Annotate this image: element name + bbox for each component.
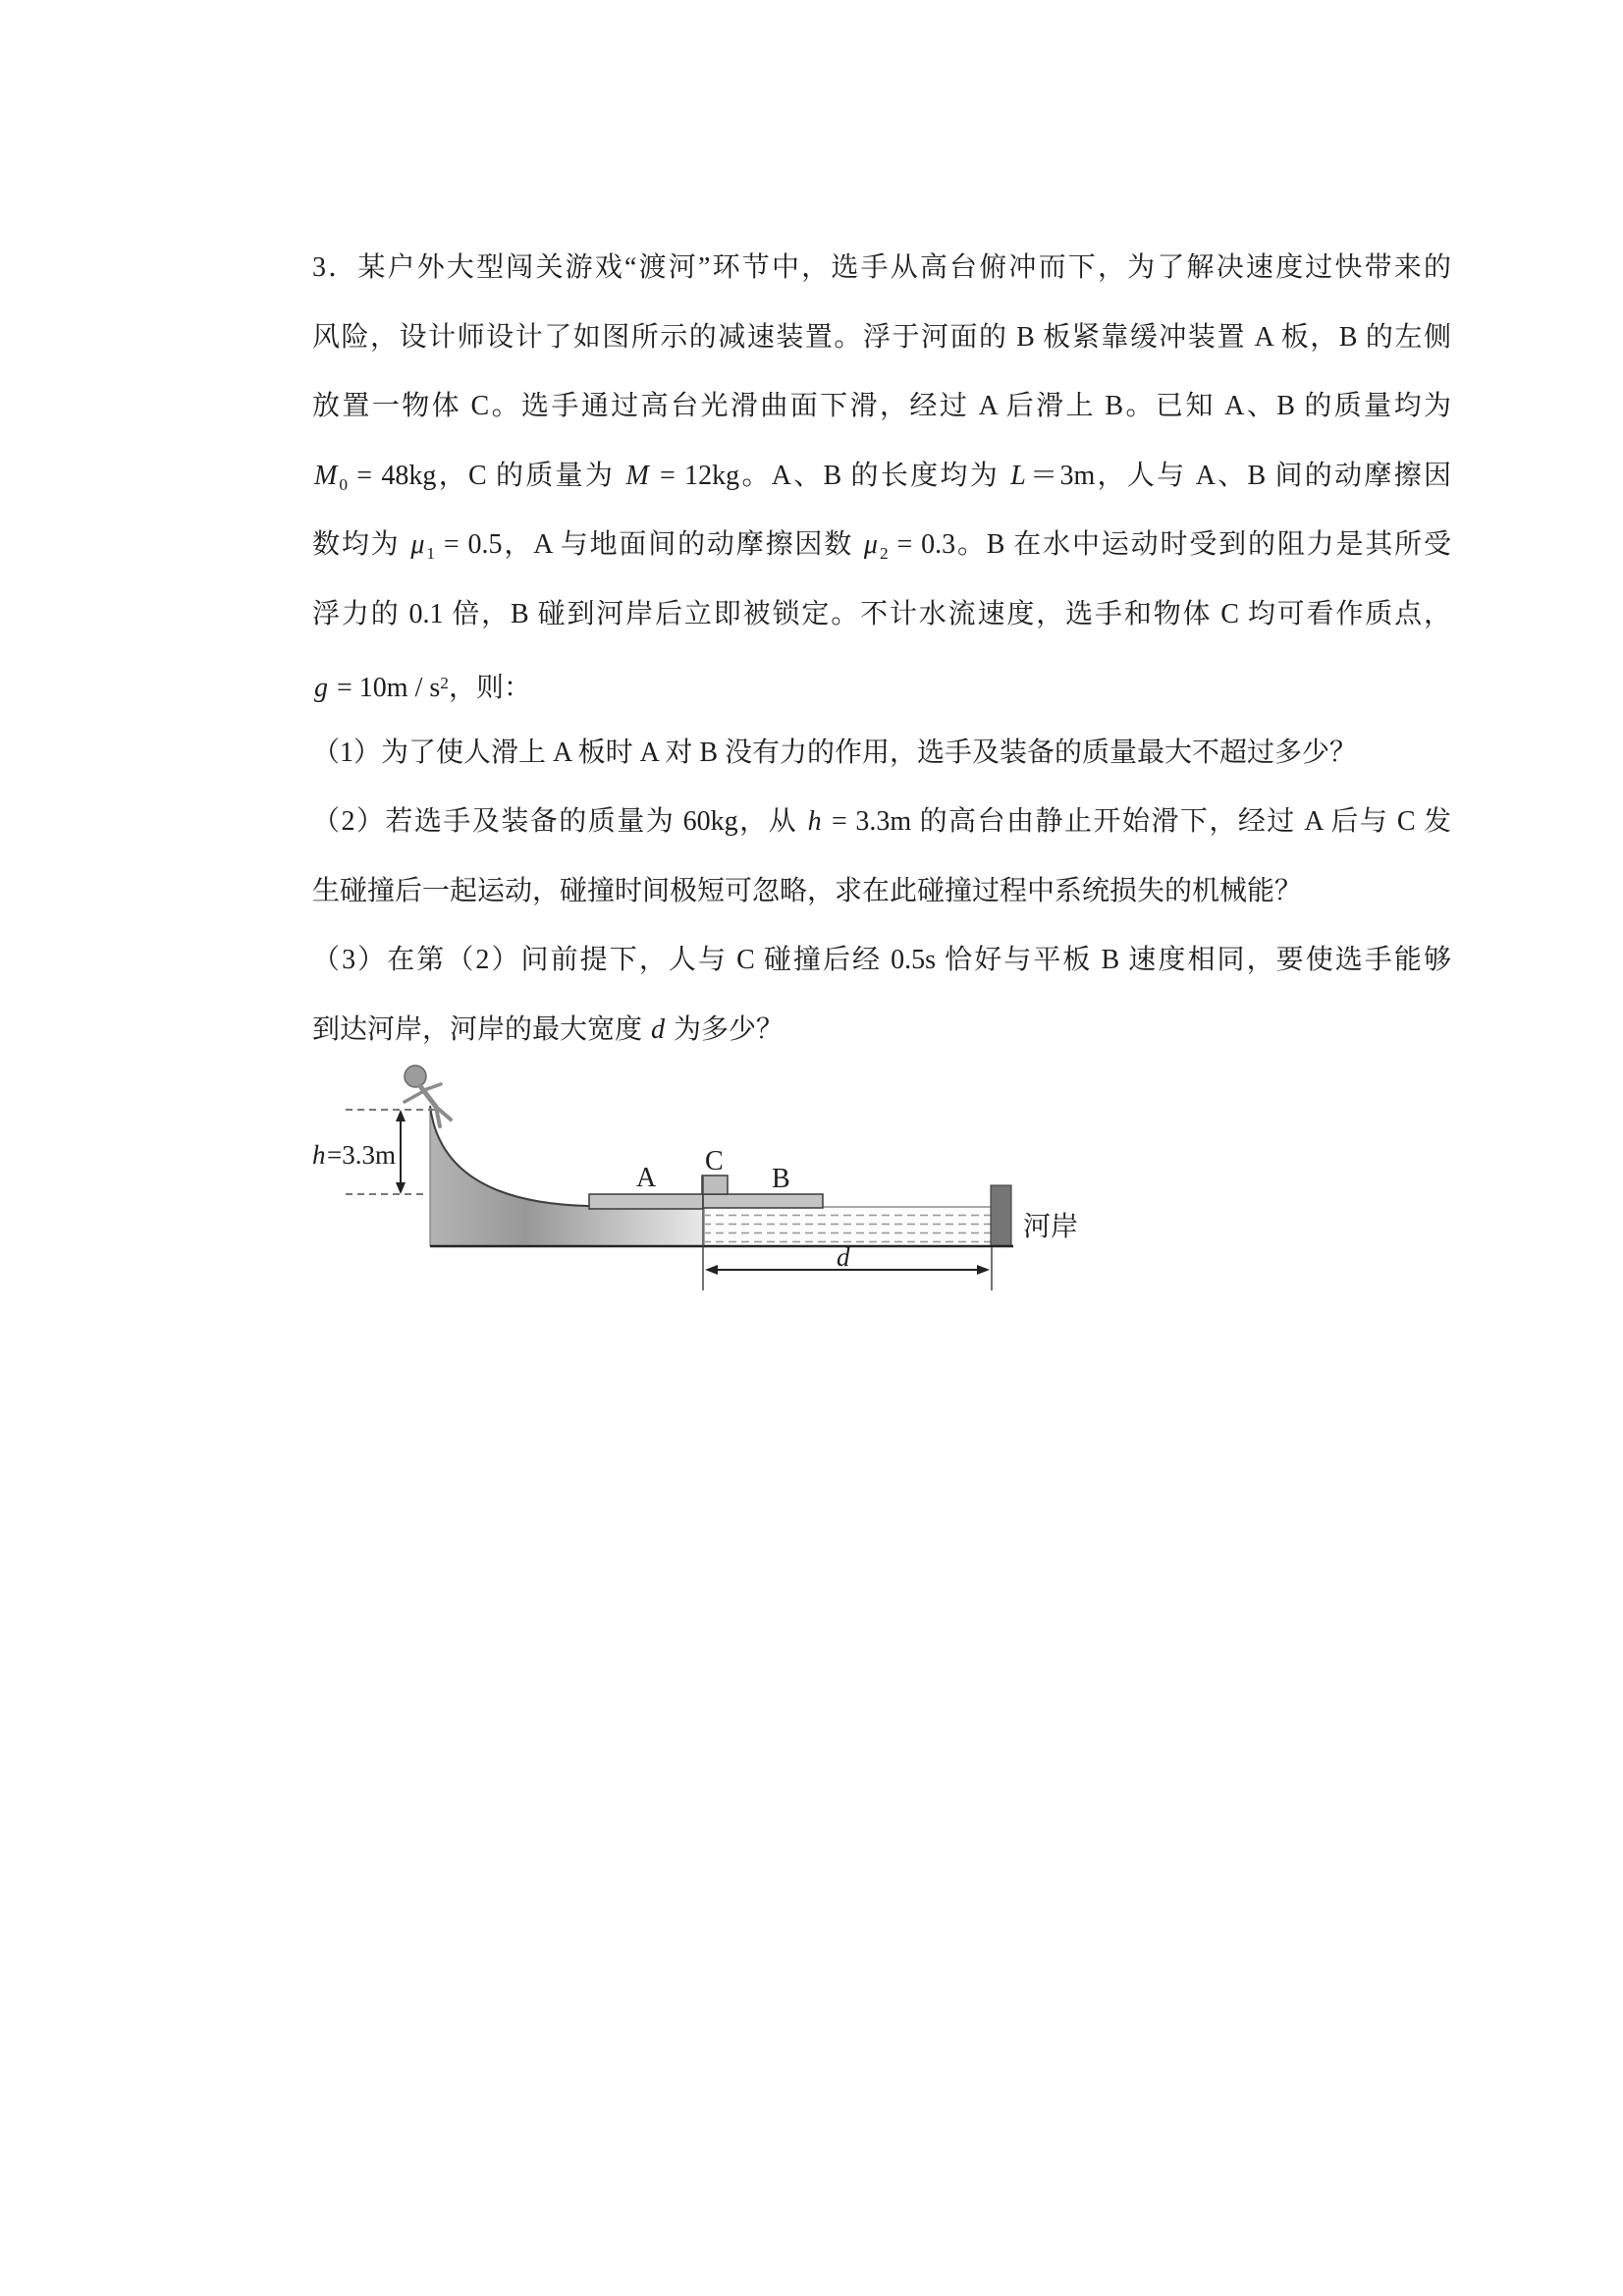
- text-line: [312, 234, 1451, 303]
- text-segment: 3．某户外大型闯关游戏“渡河”环节中，选手从高台俯冲而下，为了解决速度过快带来的: [312, 252, 1451, 283]
- text-segment: 生碰撞后一起运动，碰撞时间极短可忽略，求在此碰撞过程中系统损失的机械能？: [312, 875, 1303, 906]
- text-segment: = 0.5，A 与地面间的动摩擦因数: [435, 529, 862, 560]
- math-var: L: [1010, 460, 1026, 491]
- problem-text: [312, 234, 1451, 1065]
- text-segment: ＝3m，人与 A、B 间的动摩擦因: [1027, 460, 1451, 491]
- text-segment: 数均为: [312, 529, 409, 560]
- text-segment: = 0.3。B 在水中运动时受到的阻力是其所受: [888, 529, 1451, 560]
- text-segment: 到达河岸，河岸的最大宽度: [312, 1013, 650, 1045]
- math-var: d: [651, 1013, 666, 1045]
- text-segment: 为多少？: [667, 1013, 784, 1045]
- math-sup: 2: [440, 674, 449, 692]
- plate-a-label: A: [636, 1163, 657, 1193]
- height-label-var: h: [312, 1140, 326, 1170]
- text-segment: = 12kg。A、B 的长度均为: [650, 460, 1009, 491]
- distance-arrowhead-left: [705, 1265, 718, 1275]
- math-var: h: [807, 806, 822, 837]
- text-segment: （2）若选手及装备的质量为 60kg，从: [312, 806, 806, 837]
- text-line: [312, 788, 1451, 857]
- plate-b: [703, 1194, 823, 1208]
- block-c: [702, 1175, 728, 1194]
- person-figure: [405, 1066, 451, 1126]
- river-bank-label: 河岸: [1023, 1212, 1079, 1242]
- text-segment: ，则：: [448, 672, 531, 703]
- text-line: [312, 442, 1451, 512]
- text-line: [312, 649, 1451, 719]
- text-line: [312, 719, 1451, 789]
- problem-diagram: [295, 1053, 1168, 1300]
- text-segment: = 48kg，C 的质量为: [348, 460, 624, 491]
- math-sub: 0: [339, 474, 349, 494]
- plate-b-label: B: [772, 1164, 790, 1194]
- math-var: M: [314, 460, 338, 491]
- math-sub: 2: [879, 544, 889, 564]
- text-segment: 浮力的 0.1 倍，B 碰到河岸后立即被锁定。不计水流速度，选手和物体 C 均可看作质点，: [312, 598, 1451, 629]
- plate-a: [589, 1194, 703, 1209]
- height-arrowhead-up: [396, 1110, 406, 1121]
- text-segment: （3）在第（2）问前提下，人与 C 碰撞后经 0.5s 恰好与平板 B 速度相同，要使选手能够: [312, 945, 1451, 975]
- river-bank: [991, 1185, 1011, 1246]
- block-c-label: C: [705, 1146, 724, 1176]
- math-sub: 1: [426, 544, 436, 564]
- text-line: [312, 303, 1451, 373]
- distance-label: d: [837, 1242, 850, 1272]
- math-var: μ: [410, 529, 425, 560]
- text-line: [312, 372, 1451, 442]
- text-line: [312, 580, 1451, 650]
- text-line: [312, 926, 1451, 996]
- text-segment: 风险，设计师设计了如图所示的减速装置。浮于河面的 B 板紧靠缓冲装置 A 板，B 的左侧: [312, 321, 1451, 353]
- math-var: g: [314, 672, 328, 703]
- text-segment: （1）为了使人滑上 A 板时 A 对 B 没有力的作用，选手及装备的质量最大不超过多少？: [312, 737, 1358, 768]
- math-var: M: [625, 460, 649, 491]
- text-segment: 放置一物体 C。选手通过高台光滑曲面下滑，经过 A 后滑上 B。已知 A、B 的质量均为: [312, 391, 1451, 421]
- text-line: [312, 511, 1451, 580]
- text-line: [312, 857, 1451, 927]
- height-arrowhead-down: [396, 1182, 406, 1194]
- water-pattern: [705, 1207, 992, 1246]
- distance-arrowhead-right: [977, 1265, 990, 1275]
- text-segment: = 3.3m 的高台由静止开始滑下，经过 A 后与 C 发: [823, 806, 1451, 837]
- text-segment: = 10m / s: [330, 672, 441, 703]
- math-var: μ: [863, 529, 878, 560]
- height-label-value: =3.3m: [327, 1140, 396, 1170]
